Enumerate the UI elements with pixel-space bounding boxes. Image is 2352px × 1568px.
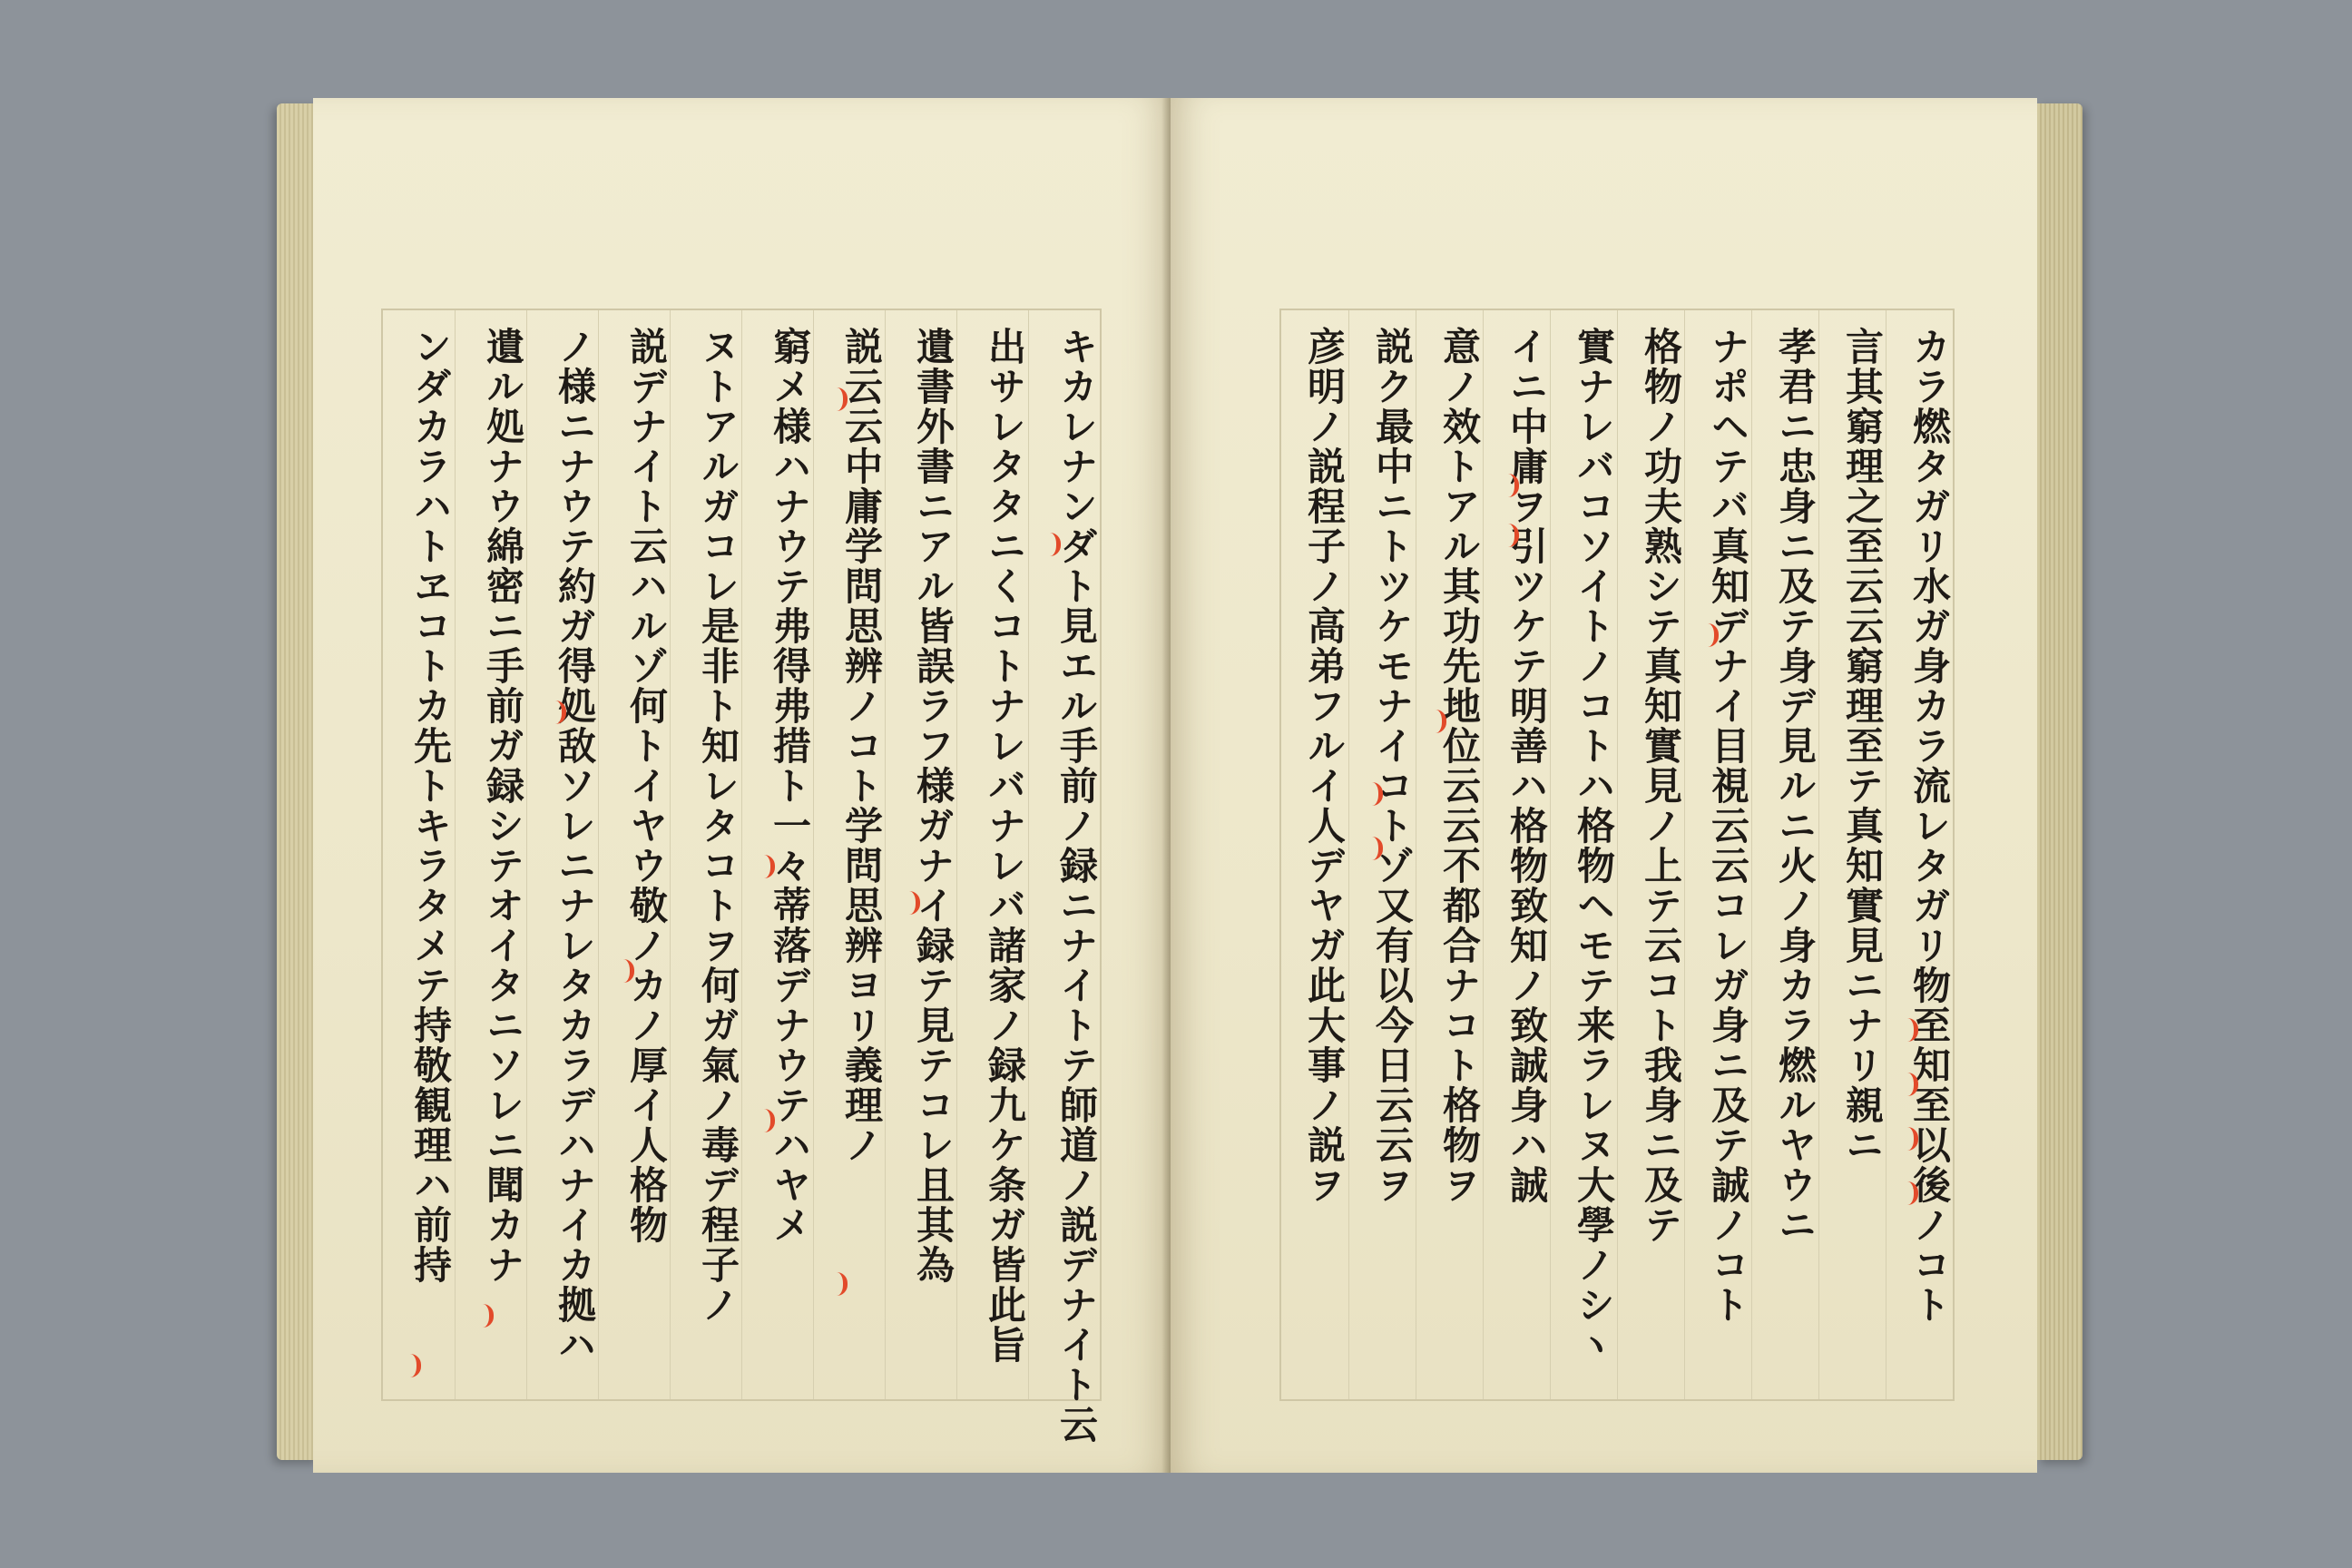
left-column-5 [741,310,814,1399]
left-text-frame [381,309,1102,1445]
column-text: 説云云中庸学問思辨ノコト学問思辨ヨリ義理ノ [839,327,884,1165]
column-text: ヌトアルガコレ是非ト知レタコトヲ何ガ氣ノ毒デ程子ノ [696,327,740,1325]
column-text: 説デナイト云ハルゾ何トイヤウ敬ノカノ厚イ人格物 [624,327,669,1245]
column-text: イニ中庸ヲ引ツケテ明善ハ格物致知ノ致誠身ハ誠 [1504,327,1549,1205]
left-column-4 [813,310,886,1399]
left-column-3 [885,310,957,1399]
left-page [313,98,1171,1473]
column-text: ノ様ニナウテ約ガ得処敌ソレニナレタカラデハナイカ拠ハ [553,327,597,1365]
page-edges-right [2037,103,2082,1460]
column-text: 説ク最中ニトツケモナイコトゾ又有以今日云云ヲ [1370,327,1415,1205]
left-column-6 [670,310,742,1399]
left-column-7 [598,310,671,1399]
column-text: 格物ノ功夫熟シテ真知實見ノ上テ云コト我身ニ及テ [1639,327,1683,1245]
column-text: カラ燃タガリ水ガ身カラ流レタガリ物至知至以後ノコト [1907,327,1952,1325]
column-text: ナポヘテバ真知デナイ目視云云コレガ身ニ及テ誠ノコト [1706,327,1750,1325]
column-text: ンダカラハトヱコトカ先トキラタメテ持敬観理ハ前持 [408,327,453,1285]
column-text: 言其窮理之至云云窮理至テ真知實見ニナリ親ニ [1840,327,1885,1165]
right-column-10 [1281,310,1348,1399]
right-column-7 [1483,310,1551,1399]
right-column-6 [1550,310,1618,1399]
column-text: 遺ル処ナウ綿密ニ手前ガ録シテオイタニソレニ聞カナ [481,327,525,1285]
right-column-9 [1348,310,1416,1399]
right-text-frame [1279,309,1955,1401]
column-text: 孝君ニ忠身ニ及テ身デ見ルニ火ノ身カラ燃ルヤウニ [1773,327,1818,1245]
left-column-9 [455,310,527,1399]
column-text: 出サレタタニくコトナレバナレバ諸家ノ録九ケ条ガ皆此旨 [983,327,1027,1365]
right-column-8 [1416,310,1484,1399]
open-book [277,98,2082,1473]
left-column-8 [526,310,599,1399]
right-column-1 [1886,310,1954,1399]
right-column-4 [1684,310,1752,1399]
right-column-3 [1751,310,1819,1399]
column-text: 遺書外書ニアル皆誤ラフ様ガナイ録テ見テコレ且其為 [911,327,956,1285]
column-text: キカレナンダト見エル手前ノ録ニナイトテ師道ノ説デナイト云 [1054,327,1099,1445]
left-column-2 [956,310,1029,1399]
left-column-1 [1028,310,1101,1445]
column-text: 實ナレバコソイトノコトハ格物ヘモテ来ラレヌ大學ノシヽ [1572,327,1616,1365]
column-text: 意ノ效トアル其功先地位云云不都合ナコト格物ヲ [1437,327,1482,1205]
column-text: 彦明ノ説程子ノ高弟フルイ人デヤガ此大事ノ説ヲ [1302,327,1347,1205]
right-page [1171,98,2037,1473]
column-text: 窮メ様ハナウテ弗得弗措ト一々蒂落デナウテハヤメ [768,327,812,1245]
right-column-2 [1818,310,1886,1399]
left-column-10 [383,310,455,1399]
right-column-5 [1617,310,1685,1399]
